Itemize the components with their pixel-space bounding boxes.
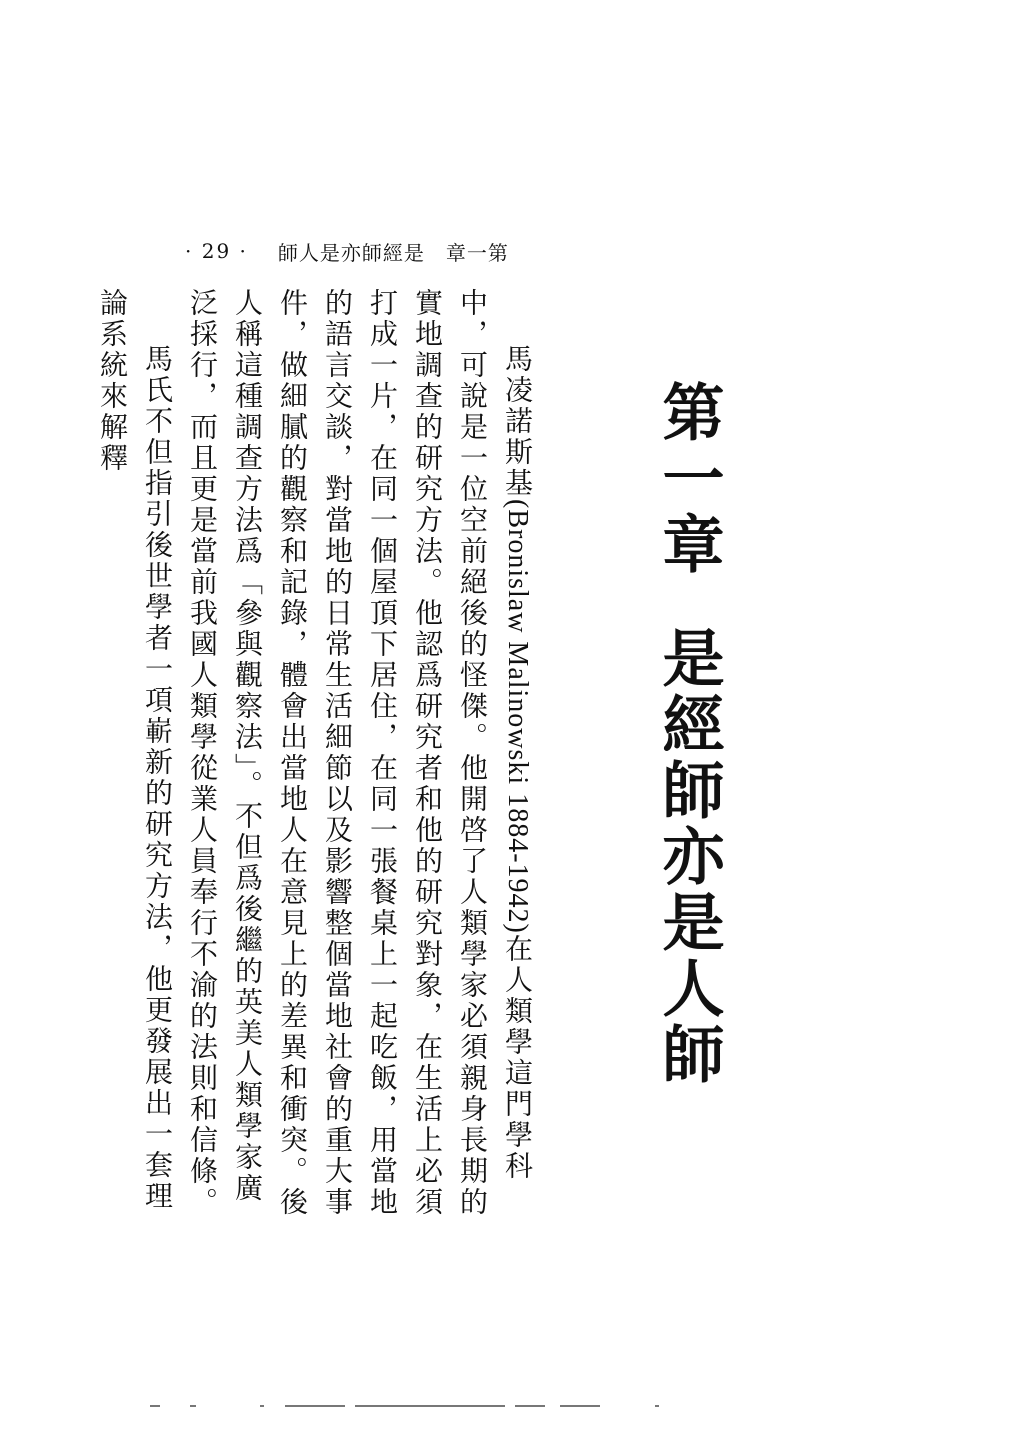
body-text <box>96 288 540 1228</box>
running-header <box>185 236 525 266</box>
running-chapter-heading: 師人是亦師經是 章一第 <box>277 240 509 265</box>
paragraph-text: 馬氏不但指引後世學者一項嶄新的研究方法，他更發展出一套理論系統來解釋 <box>96 288 174 1212</box>
scan-noise <box>150 1405 670 1411</box>
latin-name: (Bronislaw Malinowski 1884-1942) <box>502 499 533 934</box>
chapter-heading <box>648 380 728 1088</box>
paragraph <box>90 288 180 1228</box>
paragraph-text: 在人類學這門學科中，可說是一位空前絕後的怪傑。他開啓了人類學家必須親身長期的實地調查的研究方法。他認爲研究者和他的研究對象，在生活上必須打成一片，在同一個屋頂下居住，在同一張餐桌上一起吃飯，用當地的語言交談，對當地的日常生活細節以及影響整個當地社會的重大事件，做細膩的觀察和記錄，體會出當地人在意見上的差異和衝突。後人稱這種調查方法爲「參與觀察法」。不但爲後繼的英美人類學家廣泛採行，而且更是當前我國人類學從業人員奉行不渝的法則和信條。 <box>186 288 534 1218</box>
paragraph <box>180 288 540 1228</box>
chapter-label: 第一章 <box>652 380 725 578</box>
paragraph-text: 馬凌諾斯基 <box>501 344 534 499</box>
chapter-title: 是經師亦是人師 <box>652 626 725 1088</box>
page-number: · 29 · <box>185 239 248 263</box>
